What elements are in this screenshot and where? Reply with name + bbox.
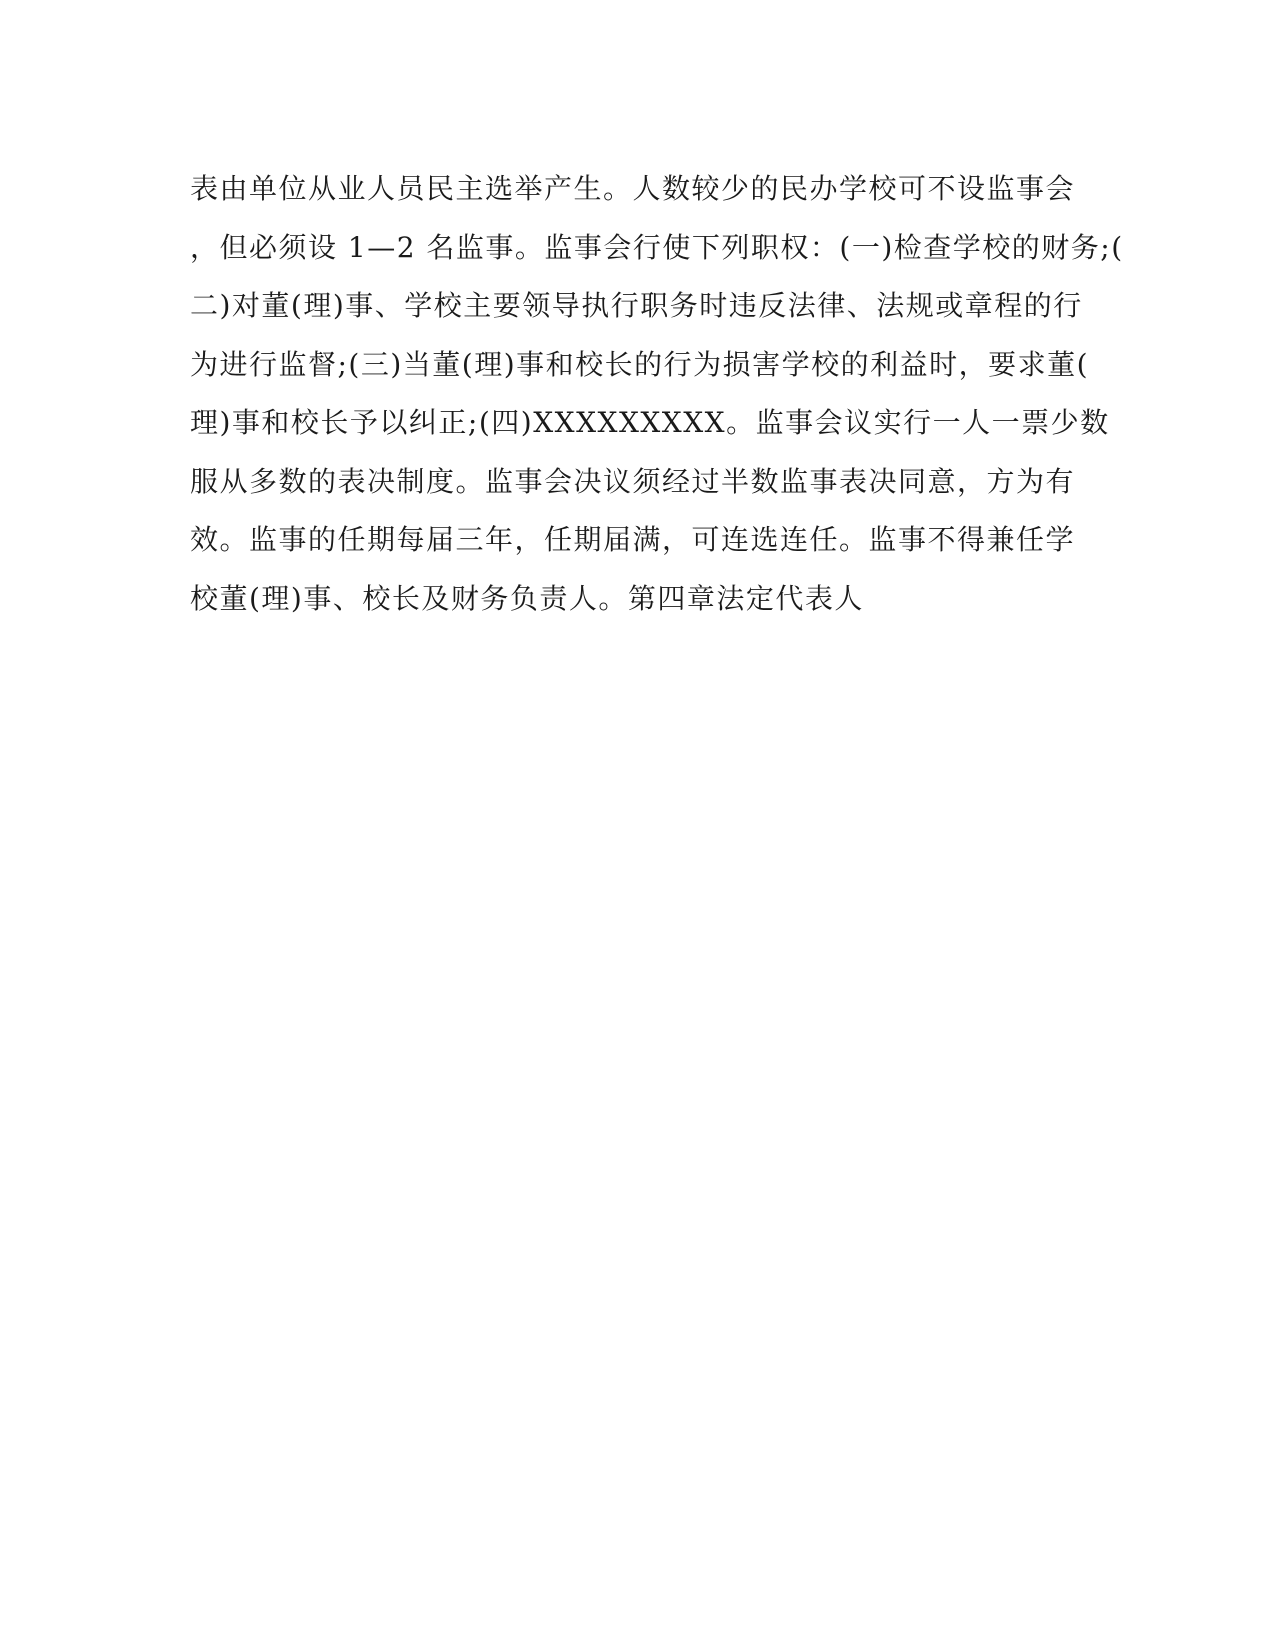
text-line: 二)对董(理)事、学校主要领导执行职务时违反法律、法规或章程的行 [190, 289, 1083, 322]
text-line: 理)事和校长予以纠正;(四)XXXXXXXXX。监事会议实行一人一票少数 [190, 406, 1110, 439]
text-line: 校董(理)事、校长及财务负责人。第四章法定代表人 [190, 581, 864, 615]
text-line: 表由单位从业人员民主选举产生。人数较少的民办学校可不设监事会 [190, 172, 1076, 205]
body-paragraph [190, 160, 1124, 628]
text-line: 为进行监督;(三)当董(理)事和校长的行为损害学校的利益时，要求董( [190, 347, 1090, 381]
text-line: 效。监事的任期每届三年，任期届满，可连选连任。监事不得兼任学 [190, 523, 1076, 556]
text-line: 服从多数的表决制度。监事会决议须经过半数监事表决同意，方为有 [190, 464, 1076, 498]
text-line: ，但必须设 1—2 名监事。监事会行使下列职权：(一)检查学校的财务;( [190, 230, 1124, 264]
